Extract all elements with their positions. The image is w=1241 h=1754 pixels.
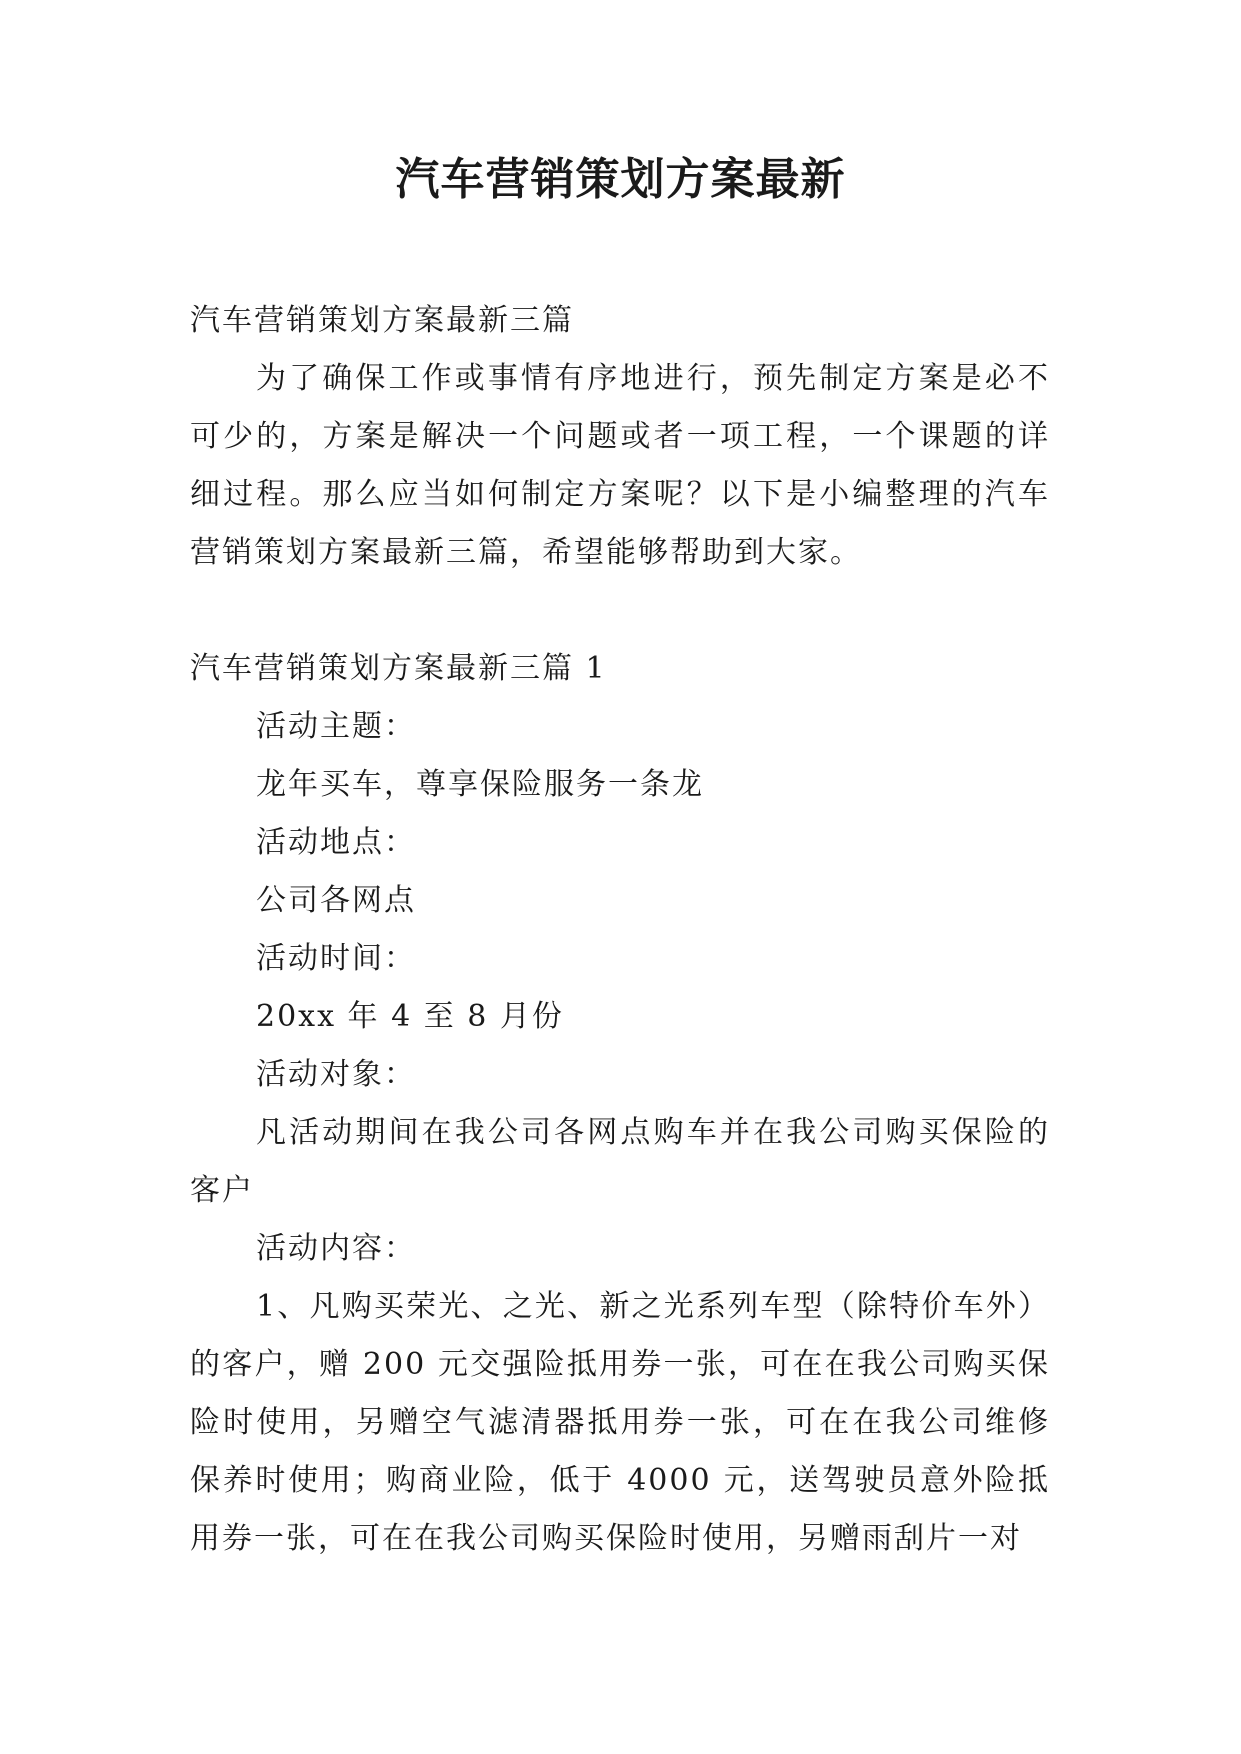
document-body: [190, 292, 1050, 1568]
paragraph: 汽车营销策划方案最新三篇 1: [190, 651, 607, 686]
paragraph: 活动内容：: [256, 1231, 416, 1266]
paragraph: 公司各网点: [256, 883, 416, 918]
paragraph: 活动对象：: [256, 1057, 416, 1092]
paragraph: 为了确保工作或事情有序地进行，预先制定方案是必不可少的，方案是解决一个问题或者一项工程，一个课题的详细过程。那么应当如何制定方案呢？以下是小编整理的汽车营销策划方案最新三篇，希望能够帮助到大家。: [190, 361, 1050, 570]
document-title: 汽车营销策划方案最新: [395, 154, 846, 205]
paragraph: 龙年买车，尊享保险服务一条龙: [256, 767, 704, 802]
paragraph: 活动主题：: [256, 709, 416, 744]
paragraph: 活动地点：: [256, 825, 416, 860]
paragraph: 20xx 年 4 至 8 月份: [256, 999, 564, 1034]
paragraph: 1、凡购买荣光、之光、新之光系列车型（除特价车外）的客户，赠 200 元交强险抵用券一张，可在在我公司购买保险时使用，另赠空气滤清器抵用券一张，可在在我公司维修保养时使用；购商业险，低于 4000 元，送驾驶员意外险抵用券一张，可在在我公司购买保险时使用，另赠雨刮片一对: [190, 1289, 1050, 1556]
paragraph: 汽车营销策划方案最新三篇: [190, 303, 574, 338]
paragraph: 活动时间：: [256, 941, 416, 976]
paragraph: 凡活动期间在我公司各网点购车并在我公司购买保险的客户: [190, 1115, 1050, 1208]
